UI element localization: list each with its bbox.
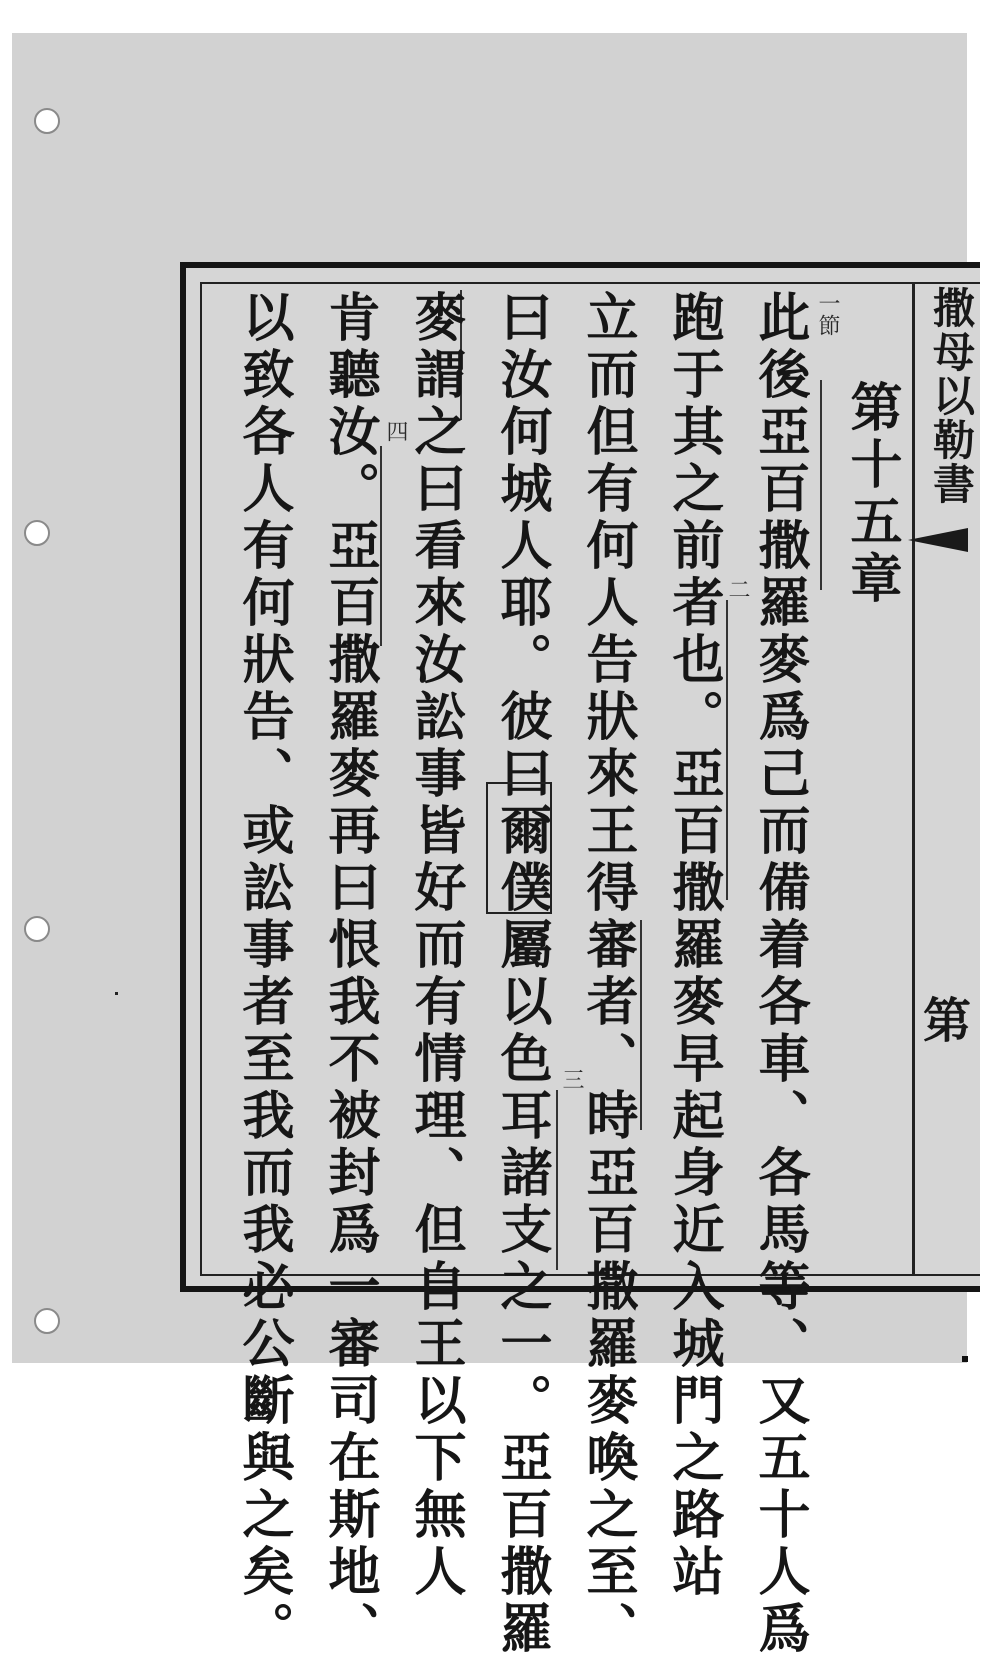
book-title: 撒母以勒書 [927, 286, 976, 506]
binder-hole [34, 1308, 60, 1334]
chapter-title: 第十五章 [841, 380, 902, 608]
column-rule [820, 380, 822, 590]
column-rule [726, 600, 728, 900]
margin-character: 第 [923, 993, 972, 1049]
binder-hole [34, 108, 60, 134]
page-margin-strip [912, 282, 976, 1276]
proper-name-box [486, 782, 552, 914]
verse-marker: 二 [725, 578, 750, 600]
section-marker: 一節 [815, 292, 840, 336]
column-rule [380, 446, 382, 646]
verse-marker: 四 [383, 420, 408, 442]
ink-speck [115, 992, 118, 995]
column-rule [640, 920, 642, 1130]
text-column-7: 以致各人有何狀告、或訟事者至我而我必公斷與之矣。 [233, 290, 294, 1658]
text-column-1: 此後亞百撒羅麥爲己而備着各車、各馬等、又五十人爲 [749, 290, 810, 1658]
ink-speck [962, 1356, 968, 1362]
text-column-5: 麥謂之曰看來汝訟事皆好而有情理、但自王以下無人 [405, 290, 466, 1601]
text-column-4: 曰汝何城人耶。彼曰爾僕屬以色耳諸支之一。亞百撒羅 [491, 290, 552, 1658]
column-rule [556, 1090, 558, 1270]
binder-hole [24, 520, 50, 546]
text-column-6: 肯聽汝。亞百撒羅麥再曰恨我不被封爲一審司在斯地、 [319, 290, 380, 1658]
verse-marker: 三 [559, 1068, 584, 1090]
text-column-2: 跑于其之前者也。亞百撒羅麥早起身近入城門之路站 [663, 290, 724, 1601]
text-column-3: 立而但有何人告狀來王得審者、時亞百撒羅麥喚之至、 [577, 290, 638, 1658]
binder-hole [24, 916, 50, 942]
